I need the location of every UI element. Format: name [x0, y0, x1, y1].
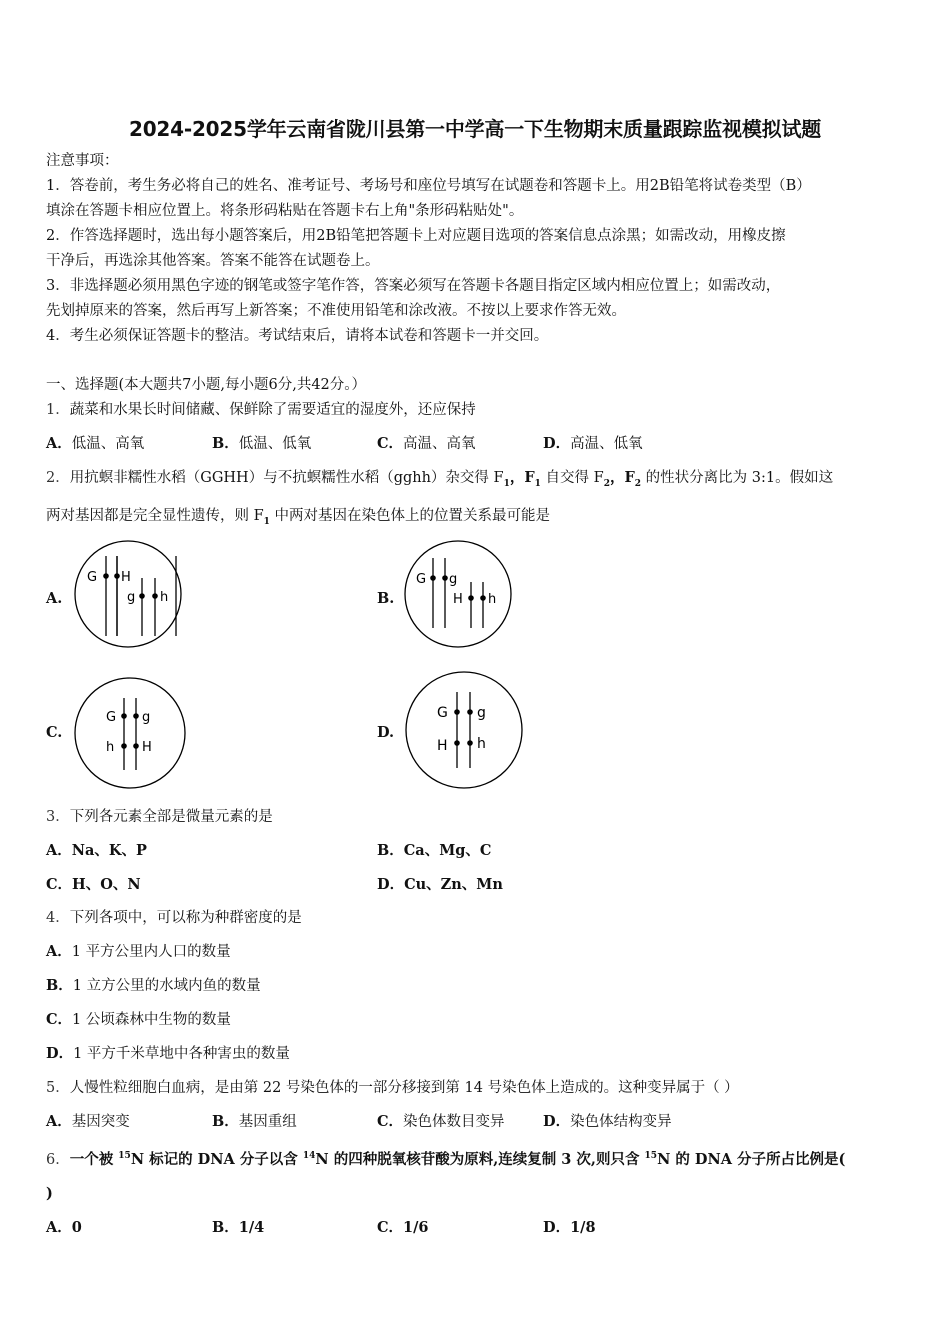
q1-option-a[interactable]: A．低温、高氧 [46, 435, 145, 452]
question-number: 6． [46, 1151, 70, 1168]
page-title: 2024-2025学年云南省陇川县第一中学高一下生物期末质量跟踪监视模拟试题 [128, 117, 822, 141]
gene-label: h [106, 740, 115, 755]
gene-label: G [106, 710, 117, 725]
notice-line: 2．作答选择题时，选出每小题答案后，用2B铅笔把答题卡上对应题目选项的答案信息点涂黑；如需改动，用橡皮擦 [46, 228, 786, 244]
question-number: 5． [46, 1080, 70, 1096]
gene-label: H [142, 740, 152, 755]
q6-option-a[interactable]: A．0 [46, 1219, 82, 1236]
gene-label: H [453, 592, 463, 607]
gene-label: h [477, 736, 486, 752]
question-stem: 蔬菜和水果长时间储藏、保鲜除了需要适宜的湿度外，还应保持 [69, 402, 476, 418]
q5-option-c[interactable]: C．染色体数目变异 [377, 1113, 505, 1130]
notice-line: 填涂在答题卡相应位置上。将条形码粘贴在答题卡右上角"条形码粘贴处"。 [46, 203, 524, 219]
q6-option-b[interactable]: B．1/4 [212, 1219, 265, 1236]
q1-option-b[interactable]: B．低温、低氧 [212, 435, 312, 452]
chromosome-diagram-c[interactable] [72, 676, 188, 790]
chromosome-diagram-b[interactable] [400, 538, 518, 650]
q3-option-c[interactable]: C．H、O、N [46, 876, 141, 893]
q3-option-d[interactable]: D．Cu、Zn、Mn [377, 876, 503, 893]
q2-option-c-label[interactable]: C. [46, 724, 63, 741]
notice-line: 先划掉原来的答案，然后再写上新答案；不准使用铅笔和涂改液。不按以上要求作答无效。 [46, 303, 626, 319]
q3-option-a[interactable]: A．Na、K、P [46, 842, 147, 859]
notice-line: 4．考生必须保证答题卡的整洁。考试结束后，请将本试卷和答题卡一并交回。 [46, 328, 549, 344]
notice-line: 3．非选择题必须用黑色字迹的钢笔或签字笔作答，答案必须写在答题卡各题目指定区域内相应位置上；如需改动， [46, 278, 781, 294]
question-6: 6．一个被 $^{15}$N 标记的 DNA 分子以含 $^{14}$N 的四种脱氧核苷酸为原料,连续复制 3 次,则只含 $^{15}$N 的 DNA 分子所占比例是( [46, 1150, 846, 1168]
q1-option-c[interactable]: C．高温、高氧 [377, 435, 476, 452]
question-1 [46, 400, 476, 420]
gene-label: g [142, 710, 151, 725]
question-3 [46, 807, 273, 827]
q5-option-d[interactable]: D．染色体结构变异 [543, 1113, 672, 1130]
gene-label: g [127, 590, 136, 605]
question-6-line-2: ) [46, 1185, 53, 1202]
gene-label: g [477, 705, 486, 721]
q4-option-b[interactable]: B．1 立方公里的水域内鱼的数量 [46, 977, 261, 994]
gene-label: H [121, 570, 131, 585]
gene-label: h [488, 592, 497, 607]
question-2: 2．用抗螟非糯性水稻（GGHH）与不抗螟糯性水稻（gghh）杂交得 $F_1$，$F_1$ 自交得 $F_2$，$F_2$ 的性状分离比为 3:1。假如这 [46, 469, 834, 489]
q1-option-d[interactable]: D．高温、低氧 [543, 435, 643, 452]
q4-option-a[interactable]: A．1 平方公里内人口的数量 [46, 943, 231, 960]
q5-option-b[interactable]: B．基因重组 [212, 1113, 297, 1130]
q3-option-b[interactable]: B．Ca、Mg、C [377, 842, 492, 859]
chromosome-diagram-d[interactable] [404, 670, 526, 792]
question-4 [46, 908, 302, 928]
q4-option-d[interactable]: D．1 平方千米草地中各种害虫的数量 [46, 1045, 290, 1062]
notice-line: 干净后，再选涂其他答案。答案不能答在试题卷上。 [46, 253, 380, 269]
question-number: 4． [46, 910, 70, 926]
q4-option-c[interactable]: C．1 公顷森林中生物的数量 [46, 1011, 231, 1028]
gene-label: G [87, 570, 98, 585]
question-number: 3． [46, 809, 70, 825]
gene-label: h [160, 590, 169, 605]
gene-label: G [437, 705, 448, 721]
question-stem: 下列各项中，可以称为种群密度的是 [69, 910, 302, 926]
gene-label: H [437, 738, 448, 754]
q2-option-b-label[interactable]: B. [377, 590, 395, 607]
q6-option-d[interactable]: D．1/8 [543, 1219, 596, 1236]
question-stem: 下列各元素全部是微量元素的是 [69, 809, 273, 825]
gene-label: g [449, 572, 458, 587]
q2-option-d-label[interactable]: D. [377, 724, 395, 741]
chromosome-diagram-a[interactable] [70, 538, 188, 650]
question-2-line-2: 两对基因都是完全显性遗传，则 $F_1$ 中两对基因在染色体上的位置关系最可能是 [46, 508, 551, 527]
q2-option-a-label[interactable]: A. [46, 590, 63, 607]
question-number: 2． [46, 470, 70, 486]
section-heading: 一、选择题(本大题共7小题,每小题6分,共42分。） [46, 377, 367, 393]
q5-option-a[interactable]: A．基因突变 [46, 1113, 130, 1130]
question-5 [46, 1078, 739, 1098]
question-stem: 人慢性粒细胞白血病，是由第 22 号染色体的一部分移接到第 14 号染色体上造成的。这种变异属于（ ） [69, 1080, 739, 1096]
notice-heading: 注意事项： [46, 153, 119, 169]
notice-line: 1．答卷前，考生务必将自己的姓名、准考证号、考场号和座位号填写在试题卷和答题卡上。用2B铅笔将试卷类型（B） [46, 178, 811, 194]
question-number: 1． [46, 402, 70, 418]
gene-label: G [416, 572, 427, 587]
q6-option-c[interactable]: C．1/6 [377, 1219, 429, 1236]
